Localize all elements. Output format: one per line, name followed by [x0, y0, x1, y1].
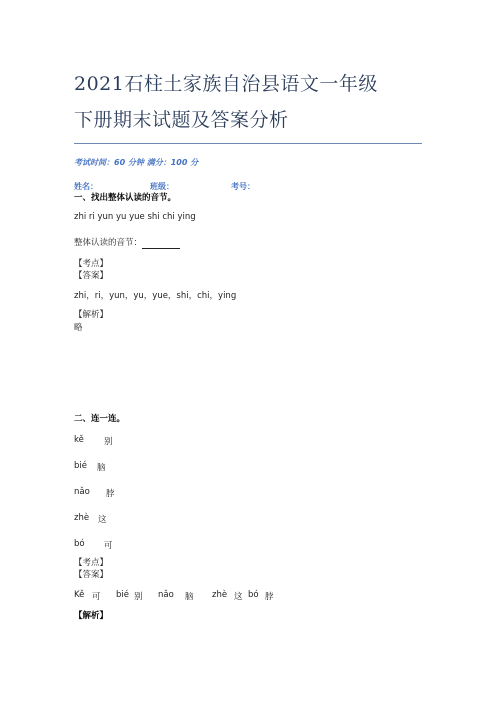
q1-kaodian: 【考点】	[74, 259, 109, 269]
q2-answer-pinyin-1: Kě	[74, 590, 85, 600]
q1-answer-blank	[142, 239, 180, 249]
q1-heading: 一、找出整体认读的音节。	[74, 193, 177, 203]
q2-daan: 【答案】	[74, 570, 109, 580]
q2-char-3: 脖	[106, 489, 115, 499]
title-line-1: 2021石柱土家族自治县语文一年级	[74, 73, 378, 95]
q2-answer-char-2: 别	[134, 592, 143, 602]
q2-answer-char-4: 这	[234, 592, 243, 602]
q2-char-1: 别	[104, 437, 113, 447]
q2-char-4: 这	[98, 515, 107, 525]
q2-answer-pinyin-3: nǎo	[158, 590, 174, 600]
q2-pinyin-5: bó	[74, 539, 85, 549]
q1-answer: zhi，ri，yun，yu，yue，shi，chi，ying	[74, 291, 237, 301]
q2-answer-char-5: 脖	[265, 592, 274, 602]
q2-heading: 二、连一连。	[74, 414, 126, 424]
number-label: 考号：	[231, 182, 255, 191]
q1-prompt: 整体认读的音节：	[74, 238, 143, 248]
q2-pinyin-2: bié	[74, 461, 87, 471]
q2-kaodian: 【考点】	[74, 558, 109, 568]
q2-jiexi: 【解析】	[74, 611, 109, 621]
q1-analysis: 略	[74, 323, 83, 333]
q2-pinyin-4: zhè	[74, 513, 90, 523]
document-title	[74, 66, 434, 138]
q2-answer-char-1: 可	[92, 592, 101, 602]
q1-jiexi: 【解析】	[74, 310, 109, 320]
q2-answer-pinyin-5: bó	[248, 590, 259, 600]
q2-answer-pinyin-2: bié	[116, 590, 129, 600]
title-divider	[74, 143, 422, 144]
q2-answer-pinyin-4: zhè	[212, 590, 228, 600]
q1-daan: 【答案】	[74, 271, 109, 281]
q1-prompt-row	[74, 238, 180, 249]
q2-pinyin-3: nǎo	[74, 487, 90, 497]
q1-syllables: zhi ri yun yu yue shi chi ying	[74, 212, 196, 222]
q2-pinyin-1: kě	[74, 435, 84, 445]
q2-char-2: 脑	[97, 463, 106, 473]
exam-meta: 考试时间：60 分钟 满分：100 分	[74, 158, 199, 167]
name-label: 姓名：	[74, 182, 98, 191]
q2-answer-char-3: 脑	[185, 592, 194, 602]
q2-char-5: 可	[104, 541, 113, 551]
class-label: 班级：	[150, 182, 174, 191]
title-line-2: 下册期末试题及答案分析	[74, 109, 289, 131]
